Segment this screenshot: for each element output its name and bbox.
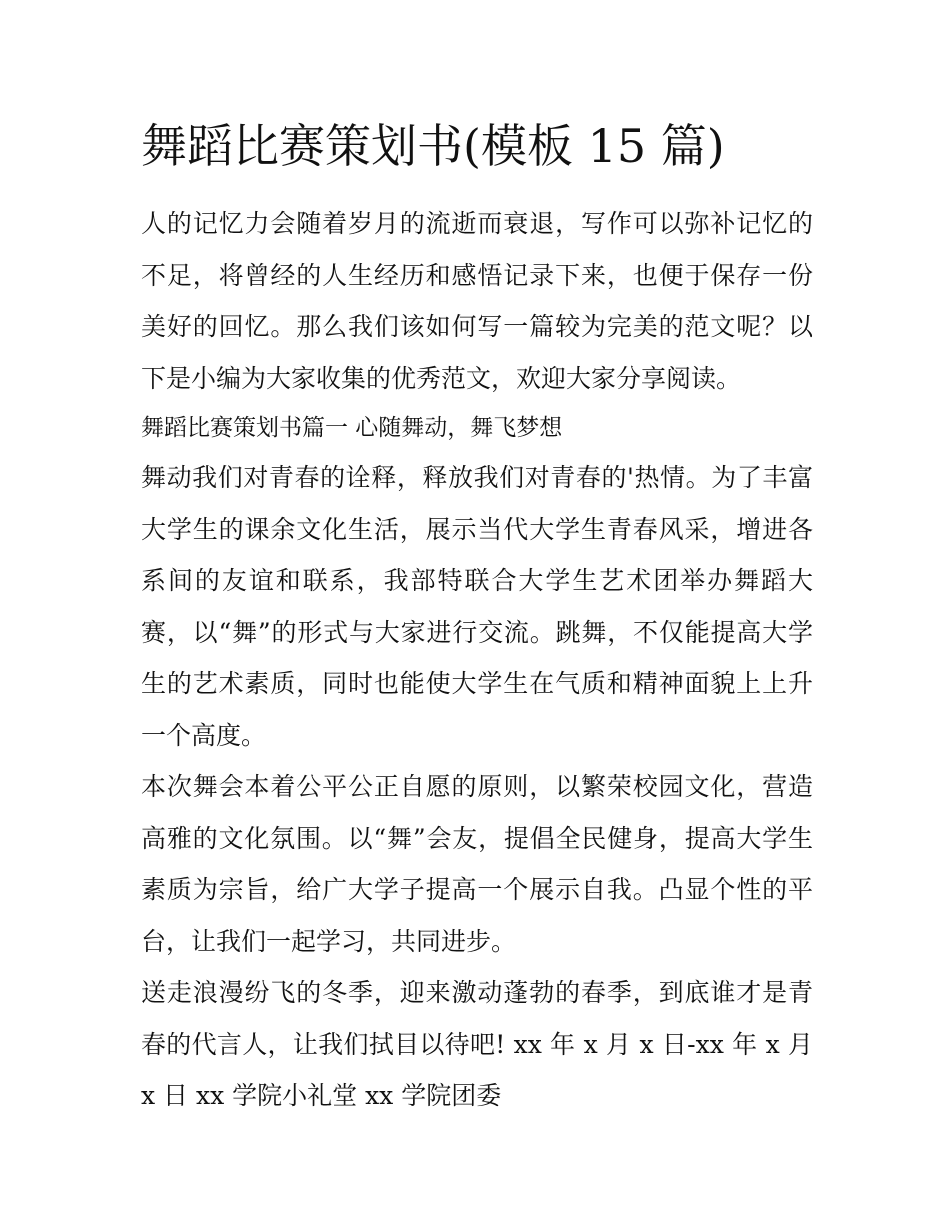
intro-paragraph: 人的记忆力会随着岁月的流逝而衰退，写作可以弥补记忆的不足，将曾经的人生经历和感悟记录下来，也便于保存一份美好的回忆。那么我们该如何写一篇较为完美的范文呢？以下是小编为大家收集的优秀范文，欢迎大家分享阅读。 (141, 209, 813, 393)
body-paragraph-1: 舞动我们对青春的诠释，释放我们对青春的'热情。为了丰富大学生的课余文化生活，展示当代大学生青春风采，增进各系间的友谊和联系，我部特联合大学生艺术团举办舞蹈大赛，以“舞”的形式与大家进行交流。跳舞，不仅能提高大学生的艺术素质，同时也能使大学生在气质和精神面貌上上升一个高度。 (141, 463, 813, 750)
body-paragraph-2: 本次舞会本着公平公正自愿的原则，以繁荣校园文化，营造高雅的文化氛围。以“舞”会友，提倡全民健身，提高大学生素质为宗旨，给广大学子提高一个展示自我。凸显个性的平台，让我们一起学习，共同进步。 (141, 772, 813, 956)
body-paragraph-3: 送走浪漫纷飞的冬季，迎来激动蓬勃的春季，到底谁才是青春的代言人，让我们拭目以待吧! xx 年 x 月 x 日-xx 年 x 月 x 日 xx 学院小礼堂 xx 学院团委 (141, 978, 813, 1110)
section-heading: 舞蹈比赛策划书篇一 心随舞动，舞飞梦想 (141, 415, 563, 441)
document-body (141, 112, 813, 1122)
document-title: 舞蹈比赛策划书(模板 15 篇) (141, 119, 725, 173)
